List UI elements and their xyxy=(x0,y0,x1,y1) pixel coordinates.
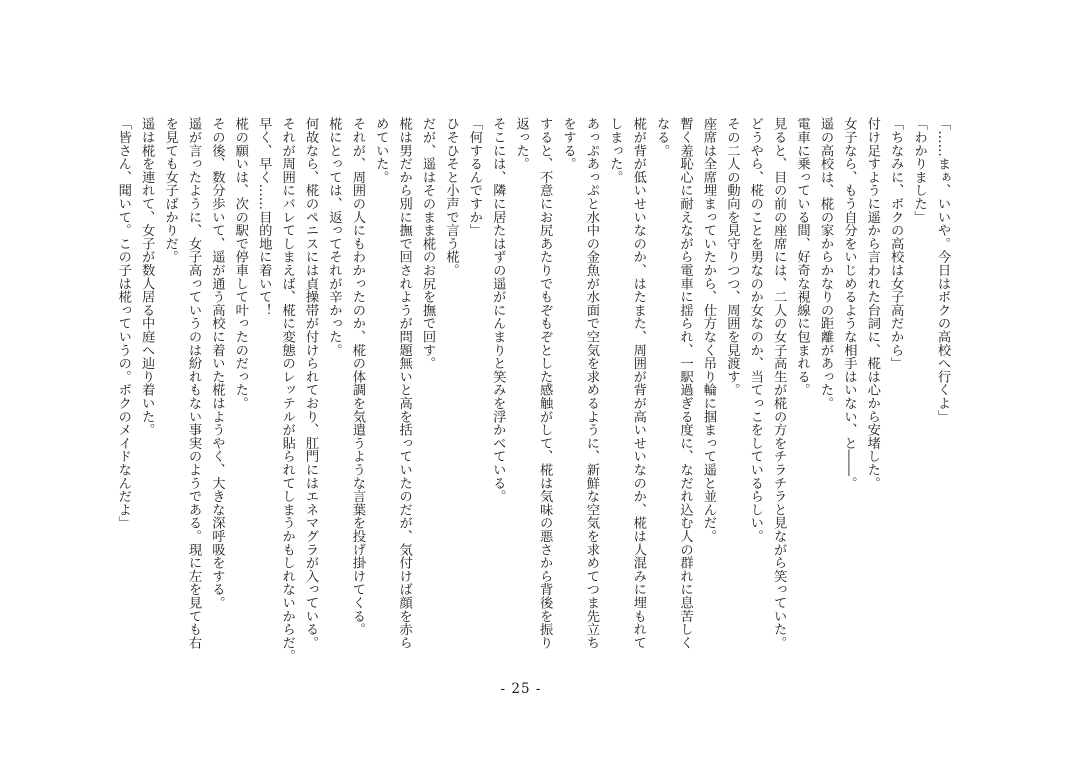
text-line-3: 「ちなみに、ボクの高校は女子高だから」 xyxy=(888,117,904,370)
text-line-11: 座席は全席埋まっていたから、仕方なく吊り輪に掴まって遥と並んだ。 xyxy=(700,117,716,543)
text-line-25: めていた。 xyxy=(373,117,389,184)
text-line-14: 椛が背が低いせいなのか、はたまた、周囲が背が高いせいなのか、椛は人混みに埋もれて xyxy=(630,117,646,649)
text-line-32: その後、数分歩いて、遥が通う高校に着いた椛はようやく、大きな深呼吸をする。 xyxy=(209,117,225,610)
text-line-2: 「わかりました」 xyxy=(911,117,927,224)
text-line-12: 暫く羞恥心に耐えながら電車に揺られ、一駅過ぎる度に、なだれ込む人の群れに息苦しく xyxy=(677,117,693,649)
text-line-17: をする。 xyxy=(560,117,576,171)
text-line-6: 遥の高校は、椛の家からかなりの距離があった。 xyxy=(817,117,833,410)
text-line-5: 女子なら、もう自分をいじめるような相手はいない、と――。 xyxy=(841,117,857,490)
text-line-30: 早く、早く……目的地に着いて！ xyxy=(256,117,272,317)
text-line-7: 電車に乗っている間、好奇な視線に包まれる。 xyxy=(794,117,810,397)
page-number: - 25 - xyxy=(500,681,542,697)
text-line-15: しまった。 xyxy=(607,117,623,184)
text-line-35: 遥は椛を連れて、女子が数人居る中庭へ辿り着いた。 xyxy=(139,117,155,437)
text-line-1: 「……まぁ、いいや。今日はボクの高校へ行くよ」 xyxy=(935,117,950,423)
text-line-13: なる。 xyxy=(654,117,670,157)
text-line-27: 椛にとっては、返ってそれが辛かった。 xyxy=(326,117,342,357)
text-line-16: あっぷあっぷと水中の金魚が水面で空気を求めるように、新鮮な空気を求めてつま先立ち xyxy=(583,117,599,649)
text-line-28: 何故なら、椛のペニスには貞操帯が付けられており、肛門にはエネマグラが入っている。 xyxy=(303,117,319,649)
text-line-8: 見ると、目の前の座席には、二人の女子高生が椛の方をチラチラと見ながら笑っていた。 xyxy=(771,117,787,649)
text-line-36: 「皆さん、聞いて。この子は椛っていうの。ボクのメイドなんだよ」 xyxy=(115,117,131,530)
text-line-10: その二人の動向を見守りつつ、周囲を見渡す。 xyxy=(724,117,740,397)
text-line-22: ひそひそと小声で言う椛。 xyxy=(443,117,459,277)
text-line-18: すると、不意にお尻あたりでもぞもぞとした感触がして、椛は気味の悪さから背後を振り xyxy=(537,117,553,649)
vertical-text-block xyxy=(111,117,954,663)
text-line-23: だが、遥はそのまま椛のお尻を撫で回す。 xyxy=(420,117,436,370)
text-line-9: どうやら、椛のことを男なのか女なのか、当てっこをしているらしい。 xyxy=(747,117,763,543)
text-line-21: 「何するんですか」 xyxy=(466,117,482,237)
text-line-26: それが、周囲の人にもわかったのか、椛の体調を気遣うような言葉を投げ掛けてくる。 xyxy=(349,117,365,636)
text-line-20: そこには、隣に居たはずの遥がにんまりと笑みを浮かべている。 xyxy=(490,117,506,503)
text-line-34: を見ても女子ばかりだ。 xyxy=(162,117,178,264)
text-line-29: それが周囲にバレてしまえば、椛に変態のレッテルが貼られてしまうかもしれないからだ。 xyxy=(279,117,295,663)
text-line-33: 遥が言ったように、女子高っていうのは紛れもない事実のようである。現に左を見ても右 xyxy=(186,117,201,649)
text-line-24: 椛は男だから別に撫で回されようが問題無いと高を括っていたのだが、気付けば顔を赤ら xyxy=(396,117,412,649)
text-line-19: 返った。 xyxy=(513,117,529,171)
text-line-4: 付け足すように遥から言われた台詞に、椛は心から安堵した。 xyxy=(864,117,880,490)
text-line-31: 椛の願いは、次の駅で停車して叶ったのだった。 xyxy=(232,117,248,410)
